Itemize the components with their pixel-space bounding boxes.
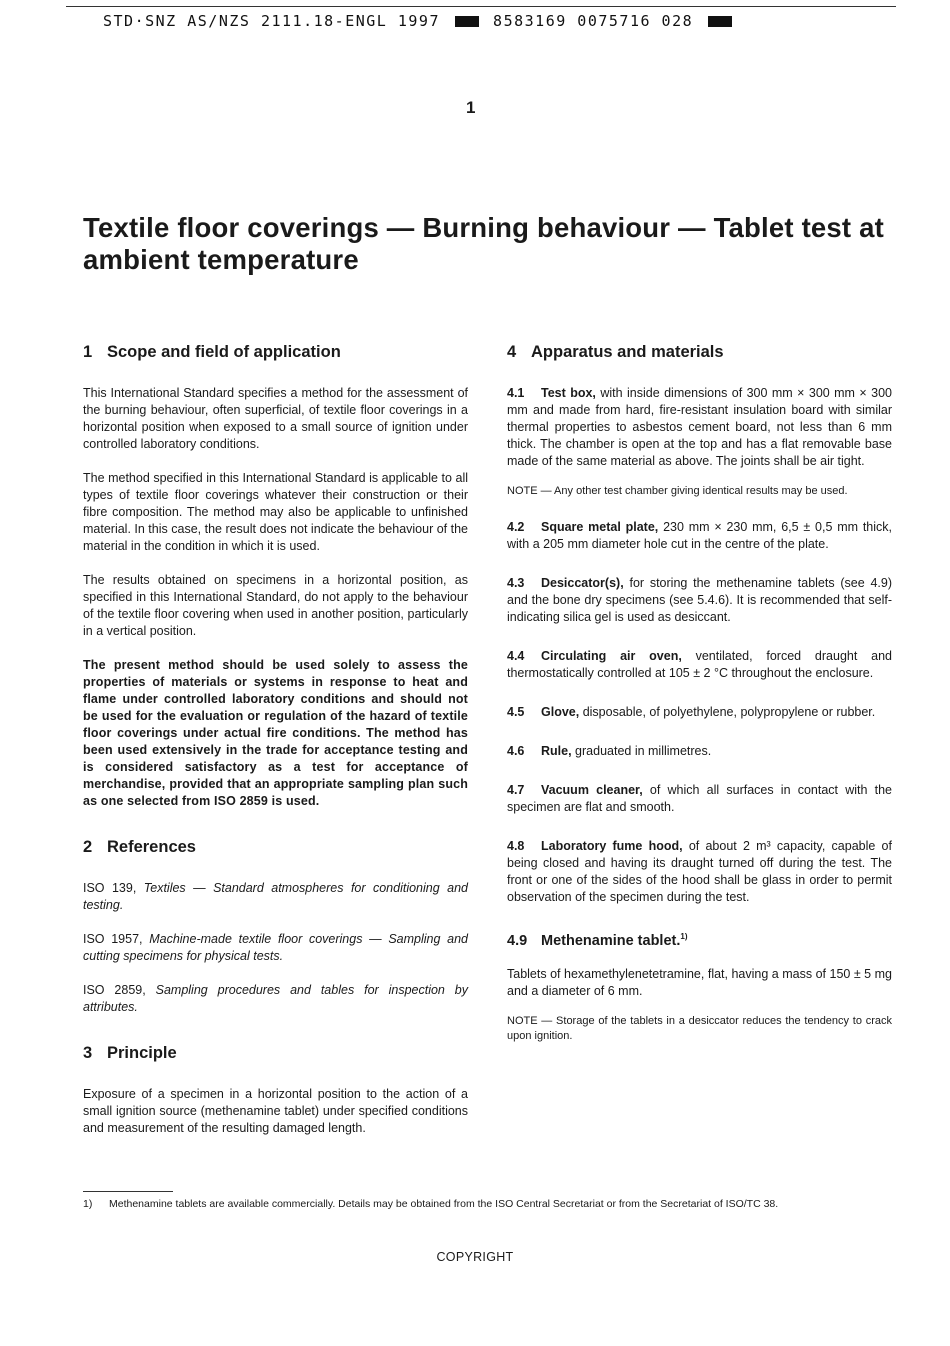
section-2-heading [83,836,468,858]
footnote-marker: 1) [680,932,688,941]
item-text: 230 mm × 230 mm, 6,5 ± 0,5 mm thick, with a 205 mm diameter hole cut in the centre of the plate. [507,520,892,551]
item-term: Square metal plate, [541,520,659,534]
item-4-4 [507,648,892,682]
item-4-7 [507,782,892,816]
header-code-part2: 8583169 0075716 028 [493,12,694,30]
item-4-9-heading [507,926,892,952]
copyright-label: COPYRIGHT [436,1250,514,1264]
reference-code: ISO 139, [83,881,137,895]
reference-code: ISO 1957, [83,932,143,946]
section-4-heading [507,341,892,363]
footnote-rule [83,1191,173,1192]
scope-paragraph-2: The method specified in this International Standard is applicable to all types of textile floor coverings whatever their construction or their fibre composition. The method may also be applicable to unfinished material. In this case, the result does not indicate the behaviour of the material in the condition in which it is used. [83,471,468,553]
section-title: References [107,838,196,856]
section-3-heading [83,1042,468,1064]
item-term: Desiccator(s), [541,576,624,590]
item-number: 4.9 [507,932,528,949]
header-code-part1: STD·SNZ AS/NZS 2111.18-ENGL 1997 [103,12,440,30]
item-4-3 [507,575,892,626]
page-number: 1 [466,98,476,117]
item-text: disposable, of polyethylene, polypropylene or rubber. [582,705,876,719]
section-title: Apparatus and materials [531,343,724,361]
item-text: ventilated, forced draught and thermostatically controlled at 105 ± 2 °C throughout the enclosure. [507,649,892,680]
item-text: of which all surfaces in contact with the specimen are flat and smooth. [507,783,893,814]
item-text: graduated in millimetres. [575,744,712,758]
reference-code: ISO 2859, [83,983,146,997]
item-4-9-text: Tablets of hexamethylenetetramine, flat, having a mass of 150 ± 5 mg and a diameter of 6 mm. [507,966,892,998]
footnote-mark: 1) [83,1198,93,1210]
left-column [83,341,468,1154]
item-4-5 [507,704,892,721]
item-number: 4.5 [507,705,525,719]
principle-paragraph: Exposure of a specimen in a horizontal position to the action of a small ignition source (methenamine tablet) under specified conditions and measurement of the resulting damaged length. [83,1087,468,1135]
reference-title: Sampling procedures and tables for inspection by attributes. [83,983,468,1014]
note-4-1: NOTE — Any other test chamber giving identical results may be used. [507,485,848,497]
header-rule [66,6,896,7]
item-4-2 [507,519,892,553]
section-number: 3 [83,1044,93,1062]
item-number: 4.7 [507,783,525,797]
footnote-text: Methenamine tablets are available commercially. Details may be obtained from the ISO Central Secretariat or from the Secretariat of ISO/TC 38. [109,1198,779,1210]
document-title: Textile floor coverings — Burning behaviour — Tablet test at ambient temperature [83,212,884,275]
reference-item [83,982,468,1016]
item-text: of about 2 m³ capacity, capable of being closed and having its draught turned off during the test. The front or one of the sides of the hood shall be glass in order to permit observation of the specimen during the test. [507,839,892,904]
section-number: 4 [507,343,517,361]
item-term: Test box, [541,386,596,400]
scope-paragraph-1: This International Standard specifies a method for the assessment of the burning behaviour, often superficial, of textile floor coverings in a horizontal position when exposed to a small source of ignition under controlled laboratory conditions. [83,386,468,451]
item-4-6 [507,743,892,760]
section-1-heading [83,341,468,363]
item-number: 4.3 [507,576,525,590]
item-term: Methenamine tablet. [541,932,681,949]
item-number: 4.2 [507,520,525,534]
scope-paragraph-3: The results obtained on specimens in a horizontal position, as specified in this International Standard, do not apply to the behaviour of the textile floor covering when used in another position, particularly in a vertical position. [83,573,468,638]
note-4-9: NOTE — Storage of the tablets in a desiccator reduces the tendency to crack upon ignition. [507,1014,892,1042]
document-code-header [103,12,803,30]
section-number: 1 [83,343,93,361]
section-title: Scope and field of application [107,343,341,361]
header-block-mark [455,16,479,27]
reference-item [83,931,468,965]
item-number: 4.4 [507,649,525,663]
item-term: Circulating air oven, [541,649,682,663]
item-number: 4.6 [507,744,525,758]
section-number: 2 [83,838,93,856]
scope-warning-paragraph: The present method should be used solely to assess the properties of materials or systems in response to heat and flame under controlled laboratory conditions and should not be used for the evaluation or regulation of the hazard of textile floor coverings under actual fire conditions. The method has been used extensively in the trade for acceptance testing and is considered satisfactory as a test for acceptance of merchandise, provided that an appropriate sampling plan such as one selected from ISO 2859 is used. [83,658,468,808]
item-number: 4.8 [507,839,525,853]
reference-title: Machine-made textile floor coverings — Sampling and cutting specimens for physical tests. [83,932,468,963]
reference-title: Textiles — Standard atmospheres for conditioning and testing. [83,881,468,912]
item-text: for storing the methenamine tablets (see 4.9) and the bone dry specimens (see 5.4.6). It is recommended that self-indicating silica gel is used as desiccant. [507,576,892,624]
item-term: Vacuum cleaner, [541,783,643,797]
item-term: Glove, [541,705,580,719]
section-title: Principle [107,1044,177,1062]
item-number: 4.1 [507,386,525,400]
item-text: with inside dimensions of 300 mm × 300 mm × 300 mm and made from hard, fire-resistant insulation board with similar thermal properties to asbestos cement board, not less than 6 mm thick. The chamber is open at the top and has a flat removable base made of the same material as above. The joints shall be air tight. [507,386,892,468]
footnote [83,1197,903,1211]
item-4-1 [507,385,892,470]
item-term: Rule, [541,744,572,758]
reference-item [83,880,468,914]
header-block-mark [708,16,732,27]
right-column [507,341,892,1064]
item-4-8 [507,838,892,906]
item-term: Laboratory fume hood, [541,839,683,853]
